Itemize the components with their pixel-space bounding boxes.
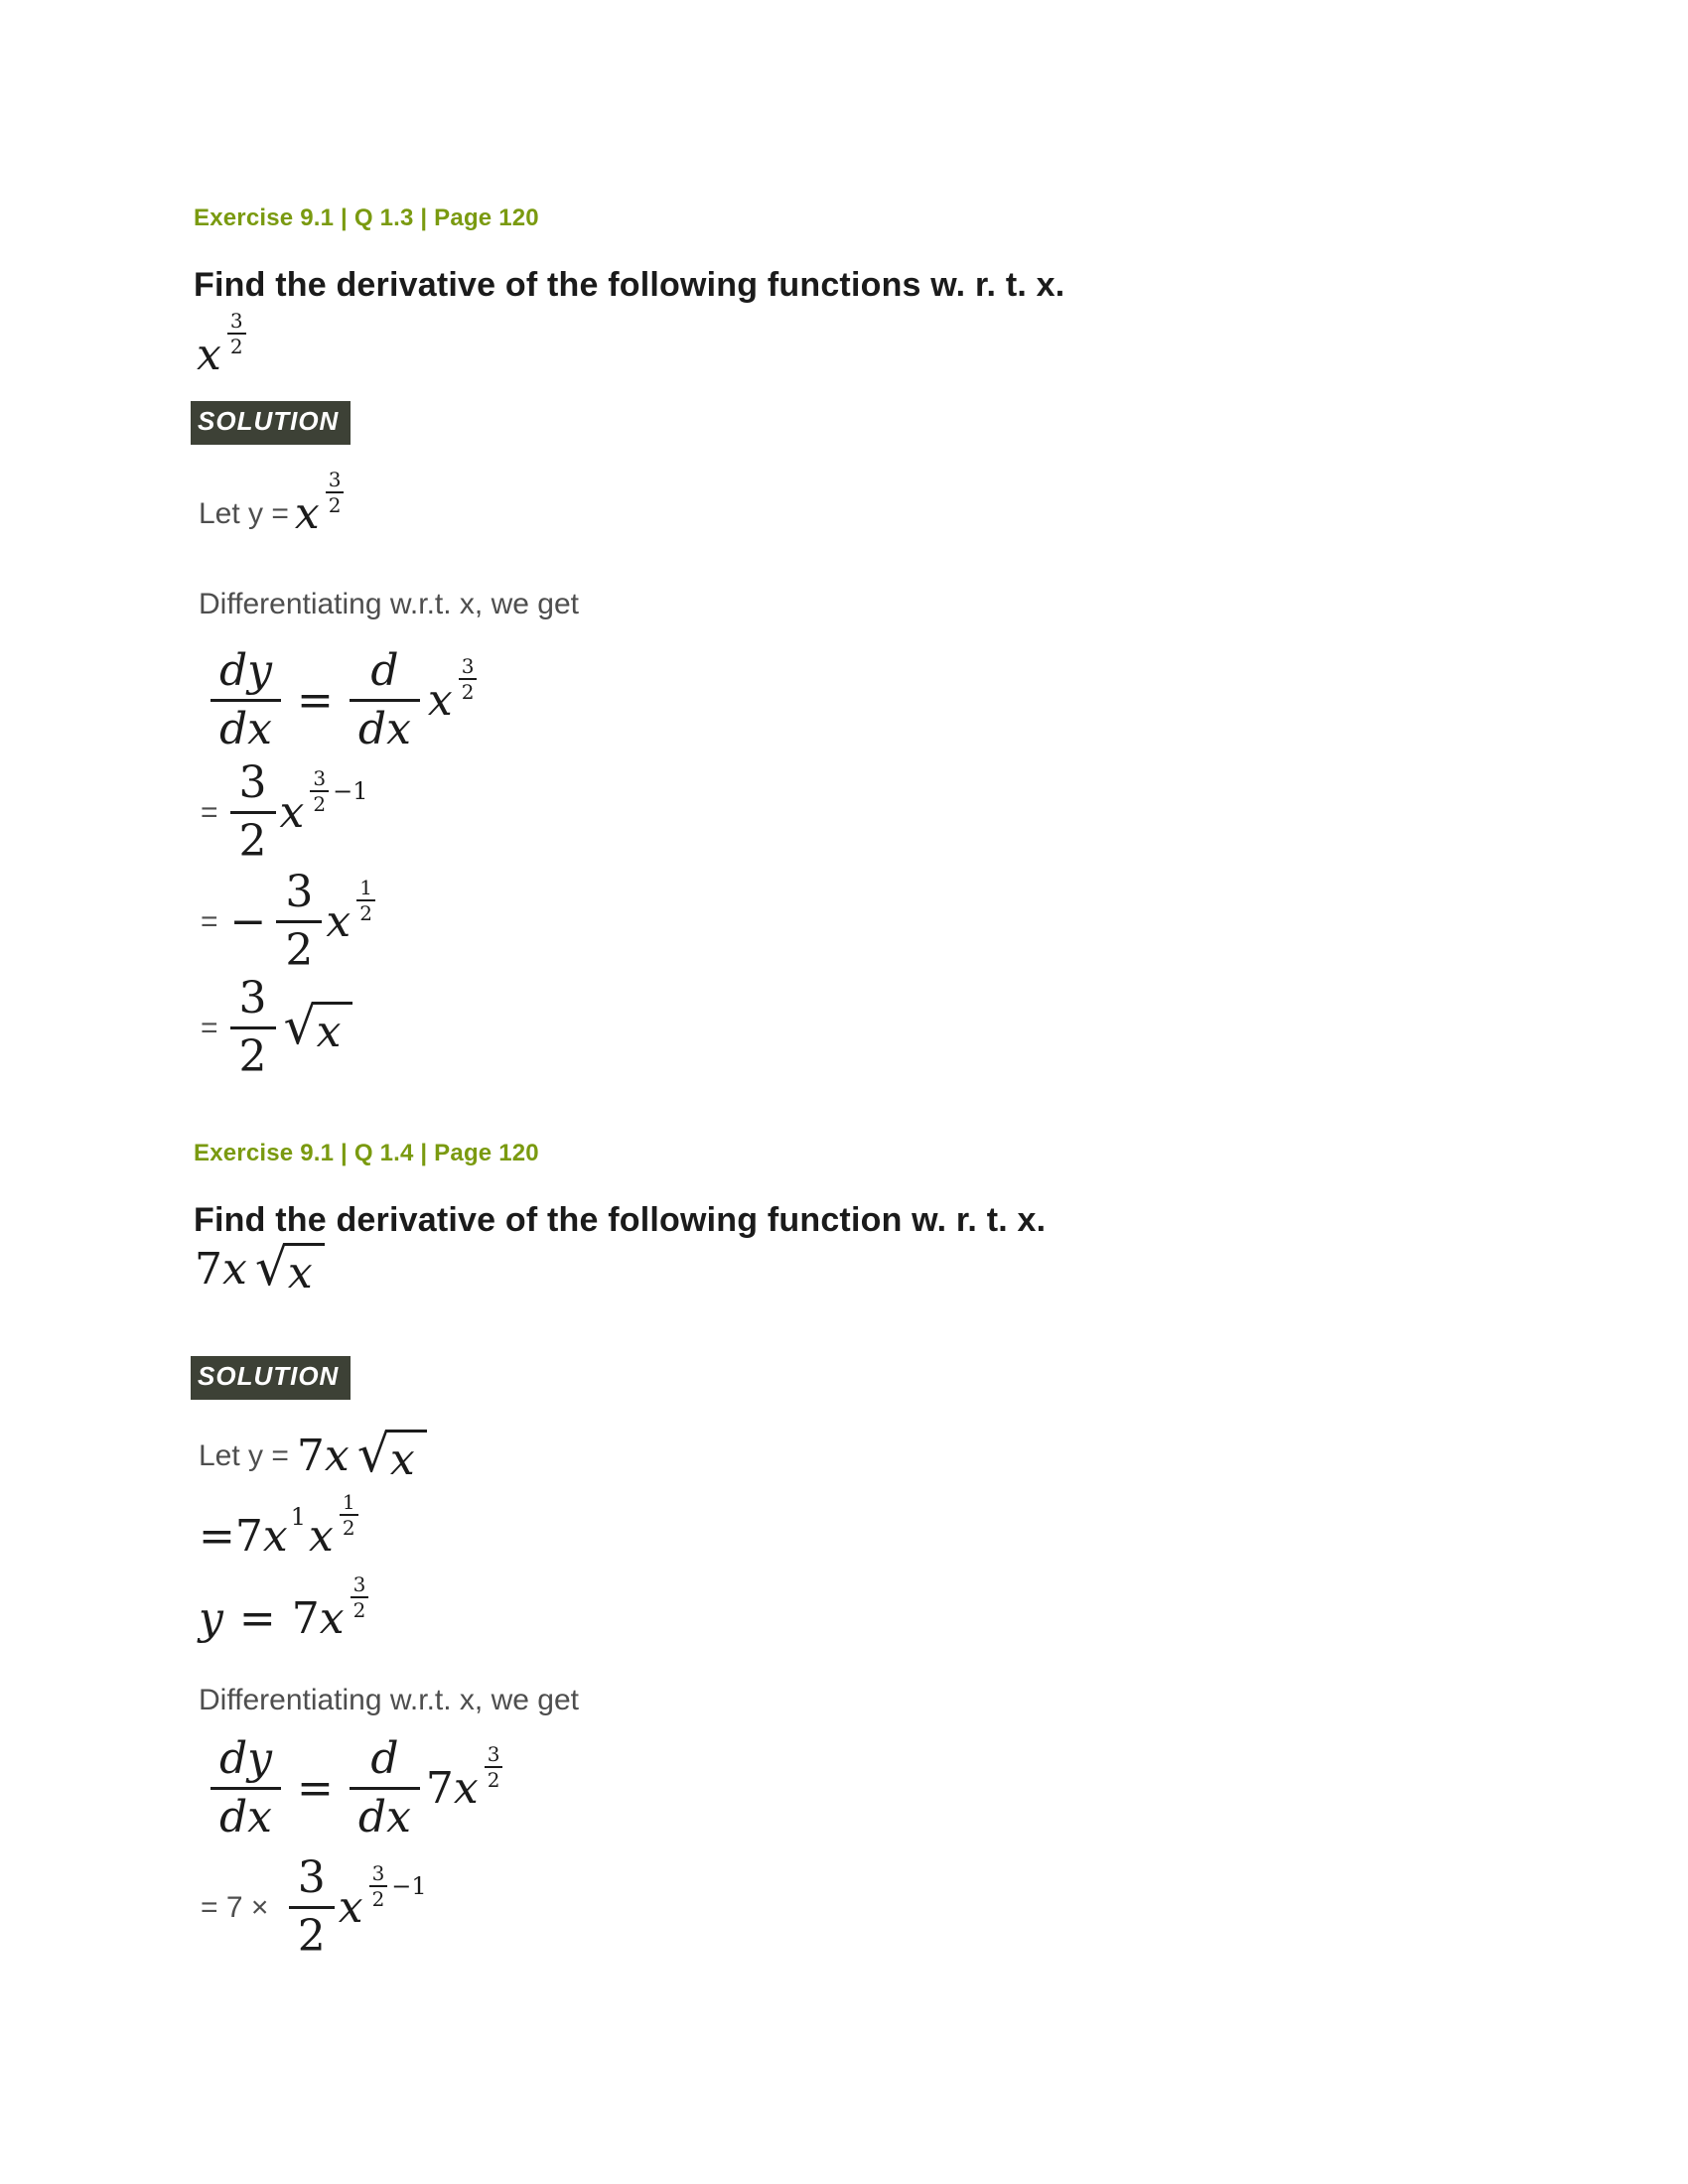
let-prefix: Let y =	[199, 1438, 289, 1472]
differentiating-text-q1-3: Differentiating w.r.t. x, we get	[199, 588, 579, 620]
let-statement-q1-4	[199, 1425, 427, 1485]
math-coefficient: 7	[425, 1762, 454, 1814]
radical-sign: √	[356, 1425, 390, 1484]
exponent-tail: −1	[391, 1871, 427, 1900]
exponent-group	[369, 1860, 427, 1911]
exponent-fraction	[340, 1492, 358, 1538]
exponent-denominator: 2	[356, 899, 375, 923]
fraction-3-2	[289, 1854, 335, 1961]
fraction-dy-dx	[211, 1735, 281, 1842]
math-variable: x	[222, 1243, 247, 1295]
fraction-denominator: 2	[230, 811, 276, 866]
fraction-dy-dx	[211, 647, 281, 753]
equals-seven-times: = 7 ×	[201, 1890, 277, 1924]
equals-sign: =	[297, 1762, 334, 1814]
equals-sign: =	[199, 1511, 235, 1562]
fraction-3-2	[230, 975, 276, 1081]
exponent-denominator: 2	[459, 678, 478, 702]
math-coefficient: 7	[195, 1243, 222, 1295]
math-variable: x	[453, 1762, 479, 1814]
math-coefficient: 7	[234, 1511, 263, 1562]
equation-result-q1-3	[201, 975, 352, 1081]
question-expression-q1-3	[197, 309, 246, 380]
exercise-breadcrumb-q1-3: Exercise 9.1 | Q 1.3 | Page 120	[194, 205, 539, 231]
fraction-denominator: dx	[350, 699, 420, 753]
exponent-numerator: 1	[342, 1490, 355, 1514]
radicand: x	[313, 1002, 353, 1054]
fraction-denominator: dx	[211, 1787, 281, 1842]
question-title-q1-4: Find the derivative of the following function w. r. t. x.	[194, 1201, 1047, 1239]
equation-expand-q1-4	[199, 1490, 358, 1562]
equals-sign: =	[238, 1593, 276, 1644]
fraction-3-2	[276, 869, 322, 975]
exponent-denominator: 2	[227, 333, 246, 356]
equation-step3-q1-3	[201, 869, 375, 975]
square-root	[356, 1425, 427, 1485]
exponent-numerator: 3	[352, 1572, 366, 1596]
radicand: x	[386, 1430, 427, 1482]
fraction-numerator: 3	[238, 973, 267, 1024]
exponent-fraction	[326, 470, 345, 515]
radical-sign: √	[283, 997, 317, 1056]
exponent-tail: −1	[333, 776, 368, 805]
fraction-denominator: 2	[230, 1026, 276, 1081]
exponent-numerator: 1	[359, 875, 372, 899]
math-variable: x	[262, 1511, 288, 1562]
let-prefix: Let y =	[199, 497, 289, 530]
fraction-denominator: 2	[289, 1906, 335, 1961]
question-expression-q1-4	[195, 1238, 325, 1298]
math-variable: x	[319, 1593, 345, 1644]
let-statement-q1-3	[199, 468, 344, 539]
math-coefficient: 7	[291, 1593, 320, 1644]
exponent-one: 1	[290, 1503, 306, 1531]
exponent-denominator: 2	[326, 491, 345, 515]
exponent-fraction	[459, 653, 478, 704]
equation-simplified-q1-4	[199, 1572, 368, 1644]
math-variable-y: y	[199, 1593, 223, 1644]
differentiating-text-q1-4: Differentiating w.r.t. x, we get	[199, 1684, 579, 1716]
solution-badge-q1-4: SOLUTION	[191, 1356, 351, 1400]
equals-sign: =	[201, 904, 218, 938]
exponent-numerator: 3	[461, 653, 475, 678]
exponent-fraction	[485, 1741, 503, 1792]
equation-dydx-q1-3	[211, 647, 477, 753]
fraction-numerator: dy	[219, 645, 273, 696]
solution-badge-q1-3: SOLUTION	[191, 401, 351, 445]
fraction-numerator: 3	[285, 867, 314, 917]
fraction-denominator: dx	[211, 699, 281, 753]
exercise-breadcrumb-q1-4: Exercise 9.1 | Q 1.4 | Page 120	[194, 1140, 539, 1166]
fraction-d-dx	[350, 1735, 420, 1842]
square-root	[254, 1238, 325, 1298]
square-root	[283, 997, 353, 1057]
exponent-fraction	[351, 1574, 369, 1620]
math-variable: x	[308, 1511, 334, 1562]
exponent-denominator: 2	[351, 1596, 369, 1620]
exponent-denominator: 2	[310, 790, 329, 814]
math-coefficient: 7	[296, 1430, 325, 1481]
exponent-denominator: 2	[485, 1766, 503, 1790]
math-variable: x	[427, 674, 453, 726]
equals-sign: =	[201, 1011, 218, 1044]
fraction-numerator: d	[370, 1733, 399, 1784]
fraction-numerator: 3	[297, 1852, 326, 1903]
math-variable: x	[197, 330, 221, 380]
math-variable: x	[324, 1430, 350, 1481]
equation-result-q1-4	[201, 1854, 427, 1961]
fraction-numerator: d	[370, 645, 399, 696]
fraction-denominator: dx	[350, 1787, 420, 1842]
exponent-fraction	[356, 875, 375, 925]
math-variable: x	[294, 488, 320, 539]
equation-step2-q1-3	[201, 759, 367, 866]
exponent-numerator: 3	[229, 309, 243, 333]
equals-sign: =	[297, 674, 334, 726]
fraction-denominator: 2	[276, 920, 322, 975]
equation-dydx-q1-4	[211, 1735, 502, 1842]
fraction-d-dx	[350, 647, 420, 753]
exponent-numerator: 3	[487, 1741, 500, 1766]
fraction-3-2	[230, 759, 276, 866]
exponent-numerator: 3	[328, 468, 342, 491]
fraction-numerator: 3	[238, 757, 267, 808]
question-title-q1-3: Find the derivative of the following functions w. r. t. x.	[194, 266, 1065, 304]
math-variable: x	[326, 895, 352, 947]
exponent-fraction	[227, 311, 246, 356]
fraction-numerator: dy	[219, 1733, 273, 1784]
exponent-numerator: 3	[313, 765, 327, 790]
exponent-numerator: 3	[371, 1860, 385, 1885]
radicand: x	[284, 1243, 325, 1296]
exponent-denominator: 2	[369, 1885, 388, 1909]
exponent-group	[310, 765, 368, 816]
radical-sign: √	[254, 1238, 288, 1297]
exponent-denominator: 2	[340, 1514, 358, 1538]
math-variable: x	[338, 1881, 363, 1933]
math-variable: x	[279, 786, 305, 838]
minus-sign: −	[229, 895, 267, 947]
equals-sign: =	[201, 795, 218, 829]
